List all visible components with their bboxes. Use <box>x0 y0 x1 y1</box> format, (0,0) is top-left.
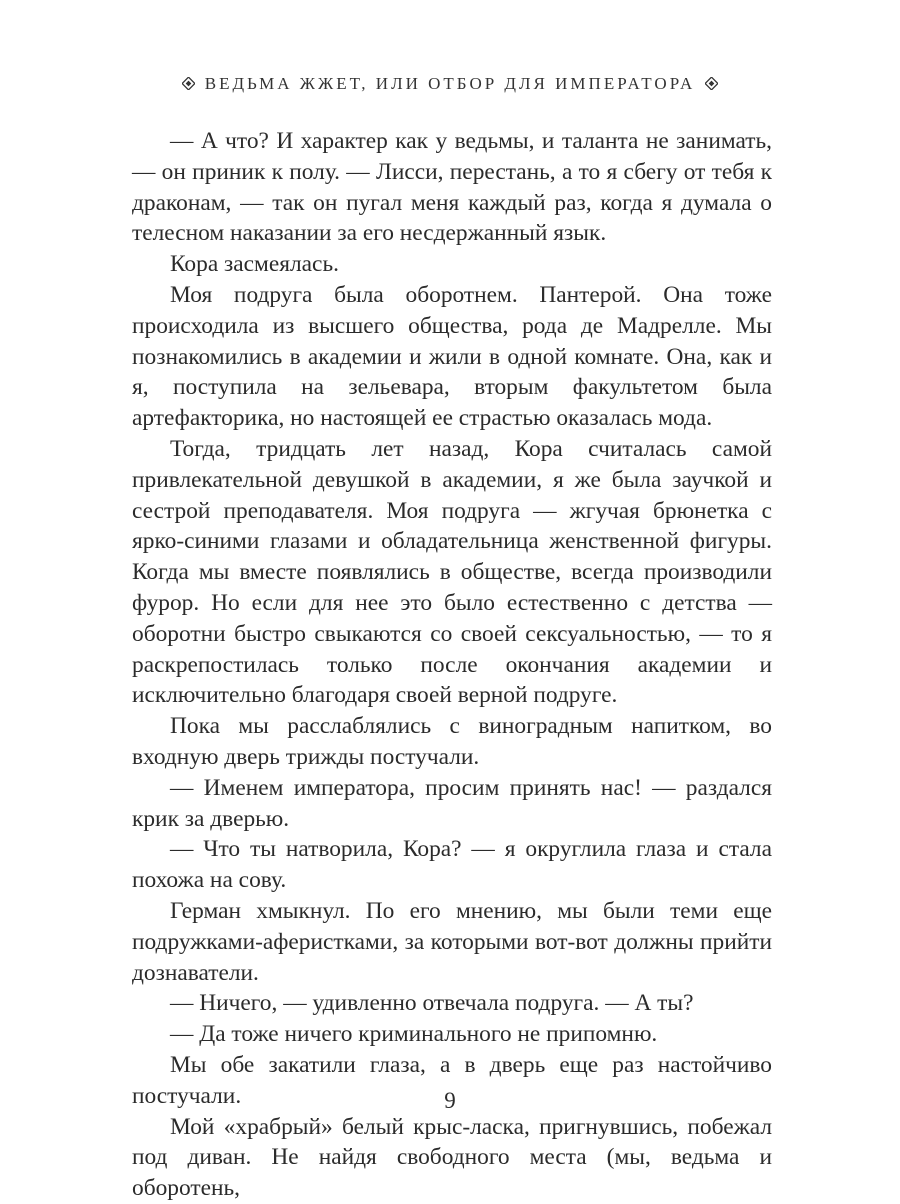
page-number: 9 <box>444 1088 456 1113</box>
paragraph-3: Моя подруга была оборотнем. Пантерой. Она тоже происходила из высшего общества, рода де Мадрелле. Мы познакомились в академии и жили в одной комнате. Она, как и я, поступила на зельевара, вторым факультетом была артефакторика, но настоящей ее страстью оказалась мода. <box>132 281 772 432</box>
paragraph-12: Мой «храбрый» белый крыс-ласка, пригнувшись, побежал под диван. Не найдя свободного места (мы, ведьма и оборотень, <box>132 1113 772 1202</box>
paragraph-8: Герман хмыкнул. По его мнению, мы были теми еще подружками-аферистками, за которыми вот-вот должны прийти дознаватели. <box>132 897 772 986</box>
paragraph-9: — Ничего, — удивленно отвечала подруга. — А ты? <box>170 990 694 1017</box>
paragraph-7: — Что ты натворила, Кора? — я округлила глаза и стала похожа на сову. <box>132 836 772 894</box>
paragraph-6: — Именем императора, просим принять нас! — раздался крик за дверью. <box>132 774 772 832</box>
paragraph-11: Мы обе закатили глаза, а в дверь еще раз настойчиво постучали. <box>132 1051 772 1109</box>
body-text <box>132 126 772 1204</box>
running-header-title: ВЕДЬМА ЖЖЕТ, ИЛИ ОТБОР ДЛЯ ИМПЕРАТОРА <box>204 74 696 93</box>
paragraph-1: — А что? И характер как у ведьмы, и таланта не занимать, — он приник к полу. — Лисси, перестань, а то я сбегу от тебя к драконам, — так он пугал меня каждый раз, когда я думала о телесном наказании за его несдержанный язык. <box>132 128 772 247</box>
running-header <box>0 74 900 94</box>
paragraph-2: Кора засмеялась. <box>170 251 339 278</box>
paragraph-5: Пока мы расслаблялись с виноградным напитком, во входную дверь трижды постучали. <box>132 713 772 770</box>
ornament-right-icon <box>705 77 718 90</box>
paragraph-4: Тогда, тридцать лет назад, Кора считалась самой привлекательной девушкой в академии, я же была заучкой и сестрой преподавателя. Моя подруга — жгучая брюнетка с ярко-синими глазами и обладательница женственной фигуры. Когда мы вместе появлялись в обществе, всегда производили фурор. Но если для нее это было естественно с детства — оборотни быстро свыкаются со своей сексуальностью, — то я раскрепостилась только после окончания академии и исключительно благодаря своей верной подруге. <box>132 435 772 709</box>
paragraph-10: — Да тоже ничего криминального не припомню. <box>170 1021 658 1048</box>
ornament-left-icon <box>182 77 195 90</box>
